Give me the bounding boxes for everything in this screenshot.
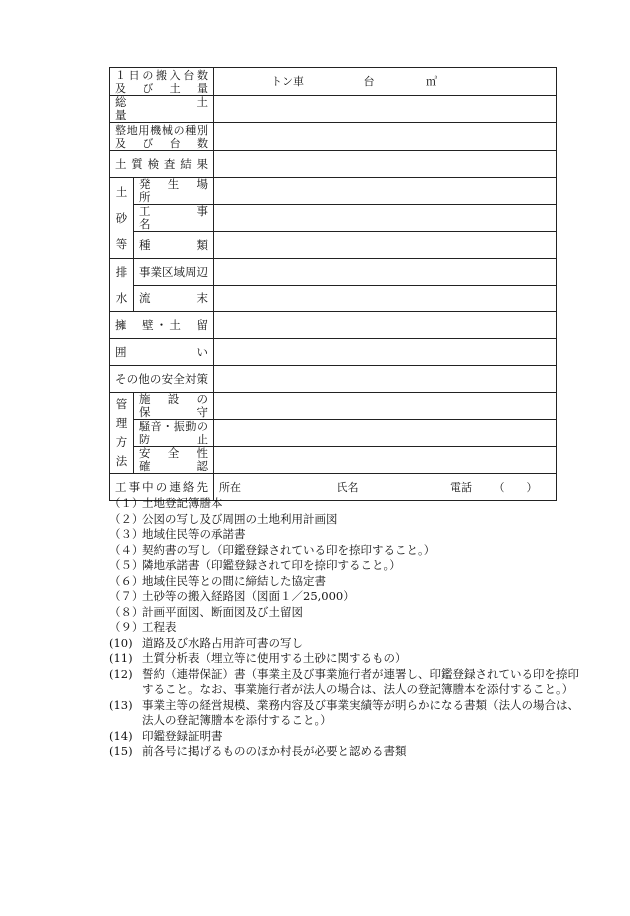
value-safety-check[interactable] [214, 447, 557, 474]
unit-cubic-meter: ㎥ [426, 75, 437, 88]
row-machines [110, 123, 557, 151]
unit-count: 台 [363, 75, 375, 88]
contact-phone-label: 電話 [450, 480, 472, 494]
label-soil-group: 土 砂 等 [110, 178, 134, 259]
value-noise-prevention[interactable] [214, 420, 557, 447]
contact-address-label: 所在 [219, 480, 241, 494]
list-item: （２） 公図の写し及び周囲の土地利用計画図 [109, 511, 338, 526]
value-soil-test[interactable] [214, 151, 557, 178]
value-enclosure[interactable] [214, 339, 557, 366]
label-mgmt-group: 管 理 方 法 [110, 393, 134, 474]
list-item: (13) 事業主等の経営規模、業務内容及び事業実績等が明らかになる書類（法人の場合は、法人の登記簿謄本を添付すること。） [109, 697, 579, 727]
label-drain-outlet: 流 末 [134, 286, 214, 312]
list-item: （３） 地域住民等の承諾書 [109, 527, 246, 541]
list-item: （７） 土砂等の搬入経路図（図面１／25,000） [109, 589, 355, 603]
list-item: （９） 工程表 [109, 620, 177, 634]
label-soil-project: 工 事 名 [134, 205, 214, 232]
label-soil-test: 土質検査結果 [110, 151, 214, 178]
unit-ton-truck: トン車 [271, 75, 304, 88]
value-soil-type[interactable] [214, 232, 557, 259]
label-retaining: 擁 壁・土 留 [110, 312, 214, 339]
row-soil-origin [110, 178, 557, 205]
list-item: (11) 土質分析表（埋立等に使用する土砂に関するもの） [109, 651, 407, 665]
label-facility-maintenance: 施 設 の 保 守 [134, 393, 214, 420]
label-enclosure: 囲 い [110, 339, 214, 366]
value-safety[interactable] [214, 366, 557, 393]
list-item: （１） 土地登記簿謄本 [109, 496, 223, 510]
label-safety-check: 安 全 性 確 認 [134, 447, 214, 474]
contact-phone-paren: （ ） [493, 480, 538, 494]
list-item: （８） 計画平面図、断面図及び土留図 [109, 604, 303, 619]
list-item: (15) 前各号に掲げるもののほか村長が必要と認める書類 [109, 744, 407, 758]
label-contact: 工事中の連絡先 [110, 474, 214, 501]
value-daily-loads[interactable] [214, 68, 557, 96]
value-total-soil[interactable] [214, 96, 557, 123]
label-drain-group: 排 水 [110, 259, 134, 312]
label-safety: その他の安全対策 [110, 366, 214, 393]
value-facility-maintenance[interactable] [214, 393, 557, 420]
value-soil-origin[interactable] [214, 178, 557, 205]
row-daily-loads [110, 68, 557, 96]
label-soil-type: 種 類 [134, 232, 214, 259]
value-machines[interactable] [214, 123, 557, 151]
value-drain-surround[interactable] [214, 259, 557, 286]
label-machines: 整地用機械の種別 及 び 台 数 [110, 123, 214, 151]
row-mgmt-noise [110, 420, 557, 447]
contact-name-label: 氏名 [336, 480, 359, 494]
row-retaining [110, 312, 557, 339]
label-daily-loads: １日の搬入台数 及 び 土 量 [110, 68, 214, 96]
row-drain-outlet [110, 286, 557, 312]
row-mgmt-maintenance [110, 393, 557, 420]
attachments-list [109, 496, 579, 760]
list-item: (12) 誓約（連帯保証）書（事業主及び事業施行者が連署し、印鑑登録されている印を捺印すること。なお、事業施行者が法人の場合は、法人の登記簿謄本を添付すること。） [109, 666, 579, 696]
value-drain-outlet[interactable] [214, 286, 557, 312]
label-soil-origin: 発 生 場 所 [134, 178, 214, 205]
row-enclosure [110, 339, 557, 366]
row-soil-test [110, 151, 557, 178]
value-retaining[interactable] [214, 312, 557, 339]
row-safety [110, 366, 557, 393]
list-item: (14) 印鑑登録証明書 [109, 728, 223, 743]
row-drain-surround [110, 259, 557, 286]
label-total-soil: 総 土 量 [110, 96, 214, 123]
list-item: (10) 道路及び水路占用許可書の写し [109, 635, 303, 650]
label-drain-surround: 事業区域周辺 [134, 259, 214, 286]
row-mgmt-safety-check [110, 447, 557, 474]
row-soil-project [110, 205, 557, 232]
value-soil-project[interactable] [214, 205, 557, 232]
row-soil-type [110, 232, 557, 259]
list-item: （６） 地域住民等との間に締結した協定書 [109, 573, 326, 588]
list-item: （５） 隣地承諾書（印鑑登録されて印を捺印すること。） [109, 558, 401, 572]
label-noise-prevention: 騒音・振動の 防 止 [134, 420, 214, 447]
permit-form-table [109, 67, 557, 501]
row-total-soil [110, 96, 557, 123]
list-item: （４） 契約書の写し（印鑑登録されている印を捺印すること。） [109, 542, 436, 557]
